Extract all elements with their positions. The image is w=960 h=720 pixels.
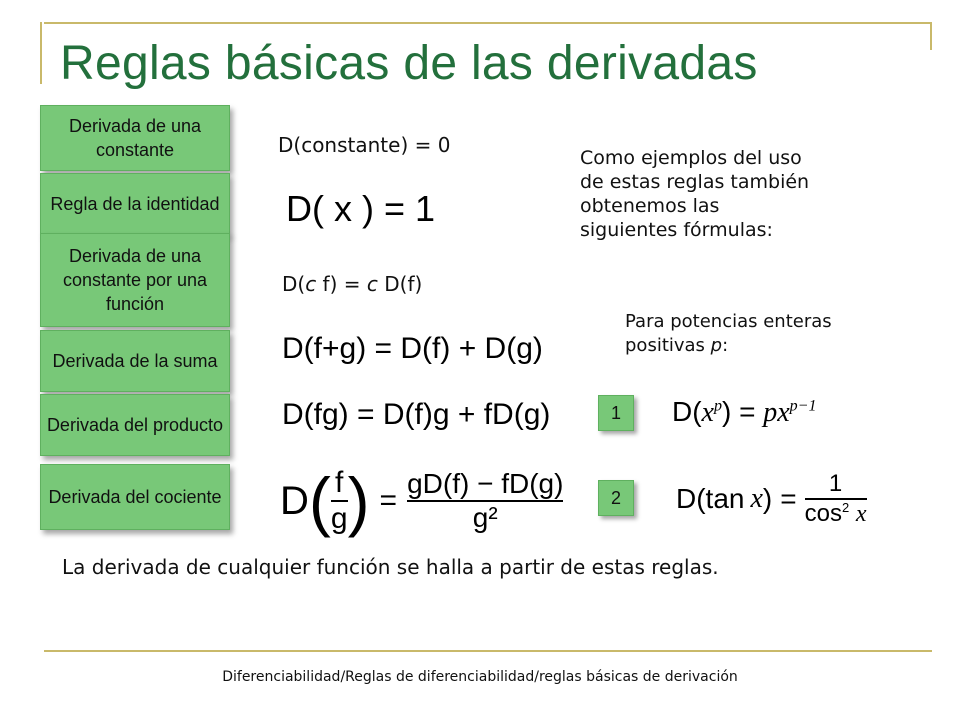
powers-intro: Para potencias enteras positivas p: [625, 311, 832, 356]
footer-breadcrumb: Diferenciabilidad/Reglas de diferenciabilidad/reglas básicas de derivación [222, 669, 738, 685]
bottom-rule [44, 650, 932, 652]
button-derivada-cociente[interactable] [40, 464, 230, 530]
example-button-label: 2 [610, 487, 621, 508]
example-button-label: 1 [610, 402, 621, 423]
button-derivada-constante-funcion[interactable] [40, 233, 230, 327]
button-label: Derivada de la suma [52, 351, 218, 371]
rule-cociente: D ( $\frac{f}{g}$ ) = $\frac{gD(f) - fD(g)}{\text{g²}}$ [280, 464, 564, 538]
rule-identidad: D( x ) = 1 [286, 188, 436, 229]
button-label: Derivada de una constante [68, 116, 202, 160]
button-label: Derivada del cociente [48, 487, 222, 507]
button-derivada-suma[interactable] [40, 330, 230, 392]
slide-title: Reglas básicas de las derivadas [60, 37, 758, 90]
button-label: Derivada de una constante por una función [62, 246, 208, 314]
rule-constante-funcion: D(c f) = c D(f) [282, 272, 423, 296]
button-derivada-constante[interactable] [40, 105, 230, 171]
button-regla-identidad[interactable] [40, 173, 230, 235]
example-button-1[interactable] [598, 395, 634, 431]
top-rule [44, 22, 932, 24]
rule-suma: D(f+g) = D(f) + D(g) [282, 332, 543, 365]
example-formula-tan: D(tan x ) = $\frac{1}{\cos^2 x}$ [676, 470, 867, 527]
button-label: Derivada del producto [46, 415, 224, 435]
cociente-rhs-den: g² [472, 502, 498, 533]
example-formula-power: $D(x^p) = px^{p-1}$ [672, 396, 817, 428]
button-derivada-producto[interactable] [40, 394, 230, 456]
examples-intro: Como ejemplos del uso de estas reglas también obtenemos las siguientes fórmulas: [580, 147, 810, 241]
cociente-lhs-num: f [335, 466, 344, 499]
cociente-rhs-num: gD(f) − fD(g) [407, 468, 564, 499]
conclusion-text: La derivada de cualquier función se halla a partir de estas reglas. [62, 555, 719, 579]
left-accent-rule [40, 22, 42, 84]
cociente-lhs-den: g [330, 502, 348, 535]
rule-producto: D(fg) = D(f)g + fD(g) [282, 398, 551, 431]
example-button-2[interactable] [598, 480, 634, 516]
rule-constante: D(constante) = 0 [278, 133, 451, 157]
right-accent-rule [930, 22, 932, 50]
button-label: Regla de la identidad [50, 194, 220, 214]
